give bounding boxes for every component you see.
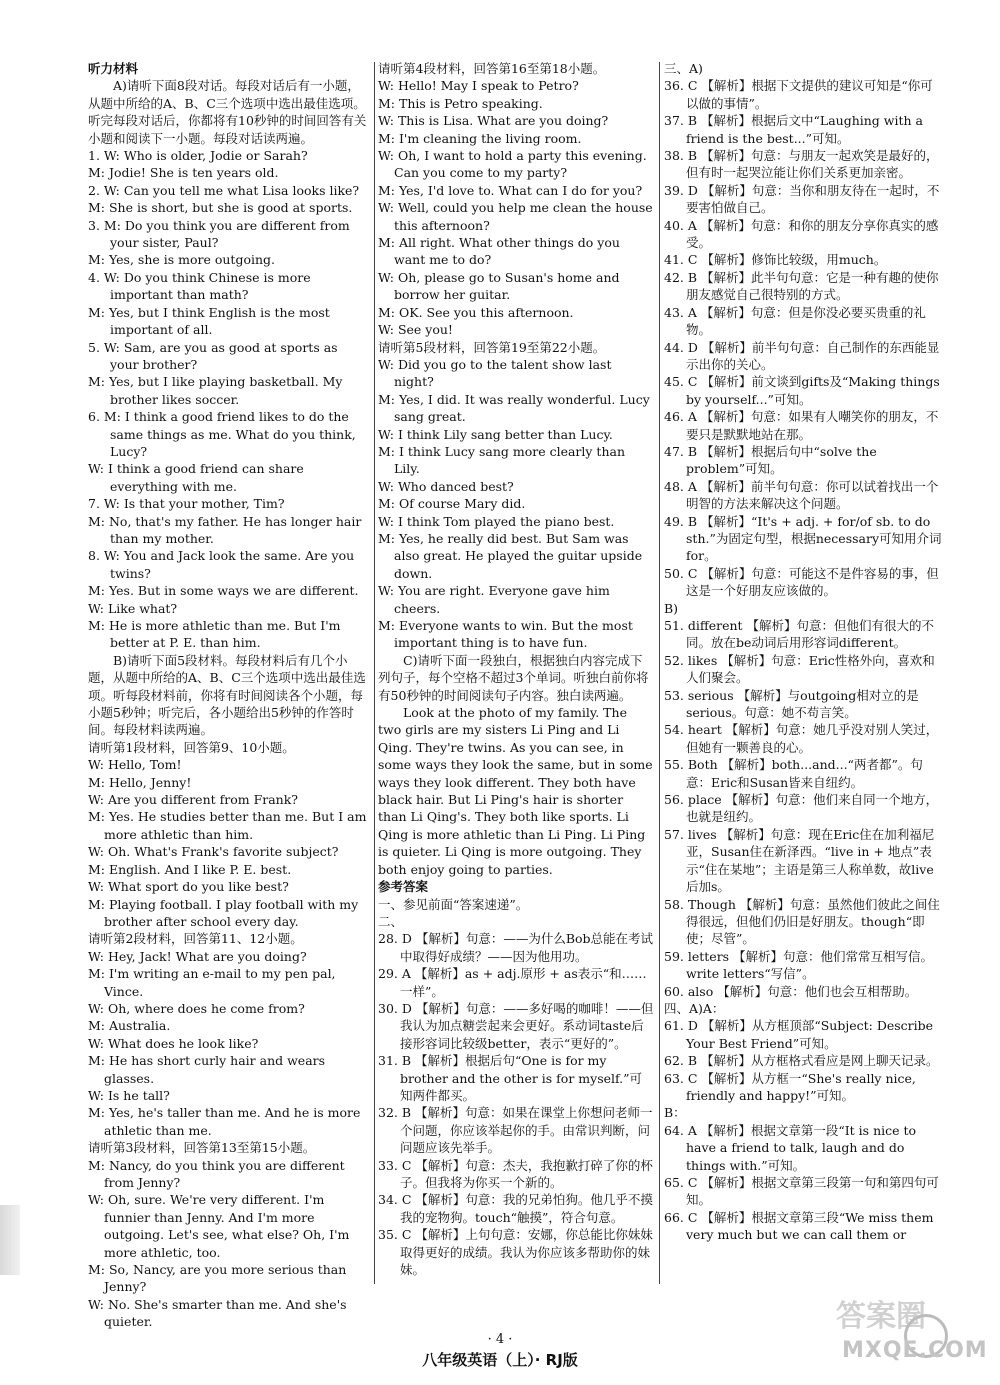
- text-block: M: OK. See you this afternoon.: [378, 304, 574, 320]
- watermark-logo-text: 答案圈: [836, 1299, 926, 1334]
- footer-title: 八年级英语（上）· RJ版: [422, 1351, 578, 1369]
- text-block: M: No, that's my father. He has longer hair than my mother.: [88, 513, 362, 546]
- text-block: 31. B 【解析】根据后句“One is for my brother and the other is for myself.”可知两件都买。: [378, 1053, 643, 1103]
- text-block: B：: [664, 1105, 686, 1121]
- text-block: W: Who danced best?: [378, 478, 514, 494]
- text-block: W: See you!: [378, 322, 453, 338]
- text-block: W: What does he look like?: [88, 1035, 259, 1051]
- text-block: 52. likes 【解析】句意：Eric性格外向，喜欢和人们聚会。: [664, 652, 935, 686]
- text-block: W: I think Lily sang better than Lucy.: [378, 426, 613, 442]
- text-block: 50. C 【解析】句意：可能这不是件容易的事，但这是一个好朋友应该做的。: [664, 565, 939, 599]
- text-block: M: I'm cleaning the living room.: [378, 130, 582, 146]
- page-number: · 4 ·: [487, 1332, 513, 1347]
- text-block: 39. D 【解析】句意：当你和朋友待在一起时，不要害怕做自己。: [664, 182, 940, 216]
- text-block: 42. B 【解析】此半句句意：它是一种有趣的使你朋友感觉自己很特别的方式。: [664, 269, 939, 303]
- text-block: W: Is he tall?: [88, 1087, 170, 1103]
- text-block: M: She is short, but she is good at sports.: [88, 200, 353, 216]
- text-block: 66. C 【解析】根据文章第三段“We miss them very much but we can call them or: [664, 1209, 934, 1243]
- watermark-url: MXQE.COM: [842, 1338, 988, 1363]
- text-block: 1. W: Who is older, Jodie or Sarah?: [88, 148, 308, 164]
- text-block: W: You are right. Everyone gave him cheers.: [378, 583, 610, 616]
- text-block: M: Yes, I'd love to. What can I do for you?: [378, 182, 643, 198]
- column-middle: [378, 60, 654, 1278]
- text-block: W: Oh, please go to Susan's home and borrow her guitar.: [378, 269, 620, 303]
- text-block: 57. lives 【解析】句意：现在Eric住在加利福尼亚，Susan住在新泽西。“live in + 地点”表示“住在某地”；主语是第三人称单数，故live后加s。: [664, 826, 935, 895]
- text-block: W: This is Lisa. What are you doing?: [378, 113, 609, 129]
- text-block: 一、参见前面“答案速递”。: [378, 896, 529, 912]
- text-block: 6. M: I think a good friend likes to do the same things as me. What do you think, Lucy?: [88, 409, 356, 459]
- text-block: 53. serious 【解析】与outgoing相对立的是serious。句意：她不苟言笑。: [664, 687, 919, 721]
- text-block: 48. A 【解析】前半句句意：你可以试着找出一个明智的方法来解决这个问题。: [664, 478, 939, 512]
- text-block: 2. W: Can you tell me what Lisa looks like?: [88, 182, 360, 198]
- text-block: W: Are you different from Frank?: [88, 792, 299, 808]
- text-block: 4. W: Do you think Chinese is more important than math?: [88, 269, 311, 303]
- text-block: C)请听下面一段独白，根据独白内容完成下列句子，每个空格不超过3个单词。听独白前你将有50秒钟的时间阅读句子内容。独白读两遍。: [378, 652, 649, 703]
- text-block: 二、: [378, 913, 404, 929]
- text-block: 33. C 【解析】句意：杰夫，我抱歉打碎了你的杯子。但我将为你买一个新的。: [378, 1157, 653, 1190]
- text-block: 51. different 【解析】句意：但他们有很大的不同。放在be动词后用形容词different。: [664, 618, 935, 651]
- text-block: 30. D 【解析】句意：——多好喝的咖啡！——但我认为加点糖尝起来会更好。系动词taste后接形容词比较级better，表示“更好的”。: [378, 1000, 654, 1051]
- text-block: M: English. And I like P. E. best.: [88, 861, 292, 877]
- text-block: W: No. She's smarter than me. And she's quieter.: [88, 1296, 347, 1330]
- text-block: 63. C 【解析】从方框一“She's really nice, friendly and happy!”可知。: [664, 1070, 916, 1103]
- text-block: 55. Both 【解析】both...and...“两者都”。句意：Eric和Susan皆来自纽约。: [664, 757, 923, 790]
- text-block: 60. also 【解析】句意：他们也会互相帮助。: [664, 983, 918, 999]
- text-block: 请听第3段材料，回答第13至第15小题。: [88, 1140, 316, 1156]
- text-block: 三、A): [664, 61, 703, 76]
- text-block: M: Yes, he's taller than me. And he is more athletic than me.: [88, 1105, 361, 1138]
- scan-edge-mark: [0, 1205, 20, 1275]
- text-block: W: Oh, I want to hold a party this evening. Can you come to my party?: [378, 148, 647, 181]
- text-block: 28. D 【解析】句意：——为什么Bob总能在考试中取得好成绩？——因为他用功。: [378, 931, 654, 964]
- text-block: M: Playing football. I play football with my brother after school every day.: [88, 896, 359, 929]
- column-right: [664, 60, 944, 1244]
- text-block: M: Everyone wants to win. But the most important thing is to have fun.: [378, 618, 633, 651]
- text-block: W: Did you go to the talent show last night?: [378, 356, 612, 390]
- text-block: W: Oh, where does he come from?: [88, 1000, 305, 1016]
- text-block: 请听第2段材料，回答第11、12小题。: [88, 931, 303, 947]
- text-block: 35. C 【解析】上句句意：安娜，你总能比你妹妹取得更好的成绩。我认为你应该多帮助你的妹妹。: [378, 1227, 653, 1278]
- text-block: 四、A)A：: [664, 1000, 725, 1016]
- text-block: 5. W: Sam, are you as good at sports as your brother?: [88, 339, 338, 372]
- text-block: 请听第4段材料，回答第16至第18小题。: [378, 61, 606, 76]
- text-block: M: Nancy, do you think you are different from Jenny?: [88, 1157, 345, 1190]
- text-block: 8. W: You and Jack look the same. Are you twins?: [88, 548, 355, 581]
- text-block: 7. W: Is that your mother, Tim?: [88, 496, 285, 512]
- text-block: 64. A 【解析】根据文章第一段“It is nice to have a friend to talk, laugh and do things with.”可知。: [664, 1122, 917, 1173]
- text-block: W: Oh, sure. We're very different. I'm funnier than Jenny. And I'm more outgoing. Let's see, what else? Oh, I'm more athletic, too.: [88, 1192, 350, 1260]
- text-block: M: Yes, he really did best. But Sam was also great. He played the guitar upside down.: [378, 530, 643, 581]
- text-block: M: So, Nancy, are you more serious than Jenny?: [88, 1262, 347, 1295]
- text-block: 34. C 【解析】句意：我的兄弟怕狗。他几乎不摸我的宠物狗。touch“触摸”，符合句意。: [378, 1192, 653, 1225]
- text-block: M: This is Petro speaking.: [378, 95, 543, 111]
- text-block: M: Of course Mary did.: [378, 496, 526, 512]
- text-block: 36. C 【解析】根据下文提供的建议可知是“你可以做的事情”。: [664, 78, 933, 111]
- text-block: M: Hello, Jenny!: [88, 774, 192, 790]
- text-block: 请听第5段材料，回答第19至第22小题。: [378, 339, 606, 355]
- text-block: 请听第1段材料，回答第9、10小题。: [88, 739, 295, 755]
- text-block: M: Yes, but I think English is the most important of all.: [88, 304, 330, 338]
- text-block: W: Hello! May I speak to Petro?: [378, 78, 579, 94]
- text-block: 47. B 【解析】根据后句中“solve the problem”可知。: [664, 443, 877, 477]
- text-block: M: Australia.: [88, 1018, 171, 1034]
- text-block: M: I think Lucy sang more clearly than Lily.: [378, 443, 626, 477]
- text-block: 45. C 【解析】前文谈到gifts及“Making things by yourself...”可知。: [664, 374, 940, 407]
- text-block: M: He has short curly hair and wears glasses.: [88, 1053, 326, 1086]
- text-block: W: I think a good friend can share everything with me.: [88, 461, 304, 494]
- text-block: W: Oh. What's Frank's favorite subject?: [88, 844, 339, 860]
- column-divider: [374, 62, 375, 1284]
- text-block: M: Jodie! She is ten years old.: [88, 165, 279, 181]
- text-block: 54. heart 【解析】句意：她几乎没对别人笑过，但她有一颗善良的心。: [664, 722, 939, 755]
- text-block: M: All right. What other things do you want me to do?: [378, 235, 620, 268]
- text-block: M: He is more athletic than me. But I'm better at P. E. than him.: [88, 618, 341, 651]
- text-block: 38. B 【解析】句意：与朋友一起欢笑是最好的，但有时一起哭泣能让你们关系更加亲密。: [664, 148, 939, 181]
- text-block: W: I think Tom played the piano best.: [378, 513, 615, 529]
- text-block: B)请听下面5段材料。每段材料后有几个小题，从题中所给的A、B、C三个选项中选出最佳选项。听每段材料前，你将有时间阅读各个小题，每小题5秒钟；听完后，各小题给出5秒钟的作答时间。每段材料读两遍。: [88, 652, 366, 738]
- text-block: M: Yes. But in some ways we are different.: [88, 583, 359, 599]
- text-block: M: Yes. He studies better than me. But I am more athletic than him.: [88, 809, 367, 842]
- text-block: 44. D 【解析】前半句句意：自己制作的东西能显示出你的关心。: [664, 339, 940, 372]
- text-block: 参考答案: [378, 879, 429, 895]
- text-block: 49. B 【解析】“It's + adj. + for/of sb. to do sth.”为固定句型，根据necessary可知用介词for。: [664, 513, 942, 564]
- column-left: [88, 60, 370, 1331]
- text-block: 32. B 【解析】句意：如果在课堂上你想问老师一个问题，你应该举起你的手。由常识判断，问问题应该先举手。: [378, 1105, 653, 1156]
- text-block: B): [664, 600, 679, 616]
- text-block: M: Yes, she is more outgoing.: [88, 252, 276, 268]
- text-block: W: Well, could you help me clean the house this afternoon?: [378, 200, 653, 233]
- text-block: M: Yes, but I like playing basketball. My brother likes soccer.: [88, 374, 343, 407]
- text-block: 40. A 【解析】句意：和你的朋友分享你真实的感受。: [664, 217, 939, 251]
- text-block: 56. place 【解析】句意：他们来自同一个地方，也就是纽约。: [664, 792, 939, 825]
- text-block: 37. B 【解析】根据后文中“Laughing with a friend is the best...”可知。: [664, 113, 923, 146]
- text-block: 46. A 【解析】句意：如果有人嘲笑你的朋友，不要只是默默地站在那。: [664, 409, 939, 442]
- text-block: M: Yes, I did. It was really wonderful. Lucy sang great.: [378, 391, 650, 425]
- text-block: W: Hey, Jack! What are you doing?: [88, 948, 307, 964]
- text-block: W: Hello, Tom!: [88, 757, 182, 773]
- text-block: W: Like what?: [88, 600, 178, 616]
- text-block: 61. D 【解析】从方框顶部“Subject: Describe Your Best Friend”可知。: [664, 1018, 934, 1051]
- text-block: 29. A 【解析】as + adj.原形 + as表示“和……一样”。: [378, 966, 647, 999]
- text-block: 65. C 【解析】根据文章第三段第一句和第四句可知。: [664, 1175, 939, 1208]
- text-block: A)请听下面8段对话。每段对话后有一小题，从题中所给的A、B、C三个选项中选出最佳选项。听完每段对话后，你都将有10秒钟的时间回答有关小题和阅读下一小题。每段对话读两遍。: [88, 78, 367, 146]
- text-block: W: What sport do you like best?: [88, 879, 289, 895]
- text-block: 59. letters 【解析】句意：他们常常互相写信。write letters“写信”。: [664, 948, 934, 982]
- text-block: 41. C 【解析】修饰比较级，用much。: [664, 252, 887, 268]
- column-divider: [659, 62, 660, 1284]
- text-block: 43. A 【解析】句意：但是你没必要买贵重的礼物。: [664, 304, 926, 338]
- text-block: 3. M: Do you think you are different from your sister, Paul?: [88, 217, 350, 251]
- text-block: 58. Though 【解析】句意：虽然他们彼此之间住得很远，但他们仍旧是好朋友。though“即使；尽管”。: [664, 896, 940, 947]
- text-block: Look at the photo of my family. The two girls are my sisters Li Ping and Li Qing. They're twins. As you can see, in some ways they look the same, but in some ways they look different. They both have black hair. But Li Ping's hair is shorter than Li Qing's. They both like sports. Li Qing is more athletic than Li Ping. Li Ping is quieter. Li Qing is more outgoing. They both enjoy going to parties.: [378, 705, 653, 877]
- text-block: 听力材料: [88, 61, 139, 76]
- text-block: M: I'm writing an e-mail to my pen pal, Vince.: [88, 966, 336, 999]
- text-block: 62. B 【解析】从方框格式看应是网上聊天记录。: [664, 1053, 939, 1069]
